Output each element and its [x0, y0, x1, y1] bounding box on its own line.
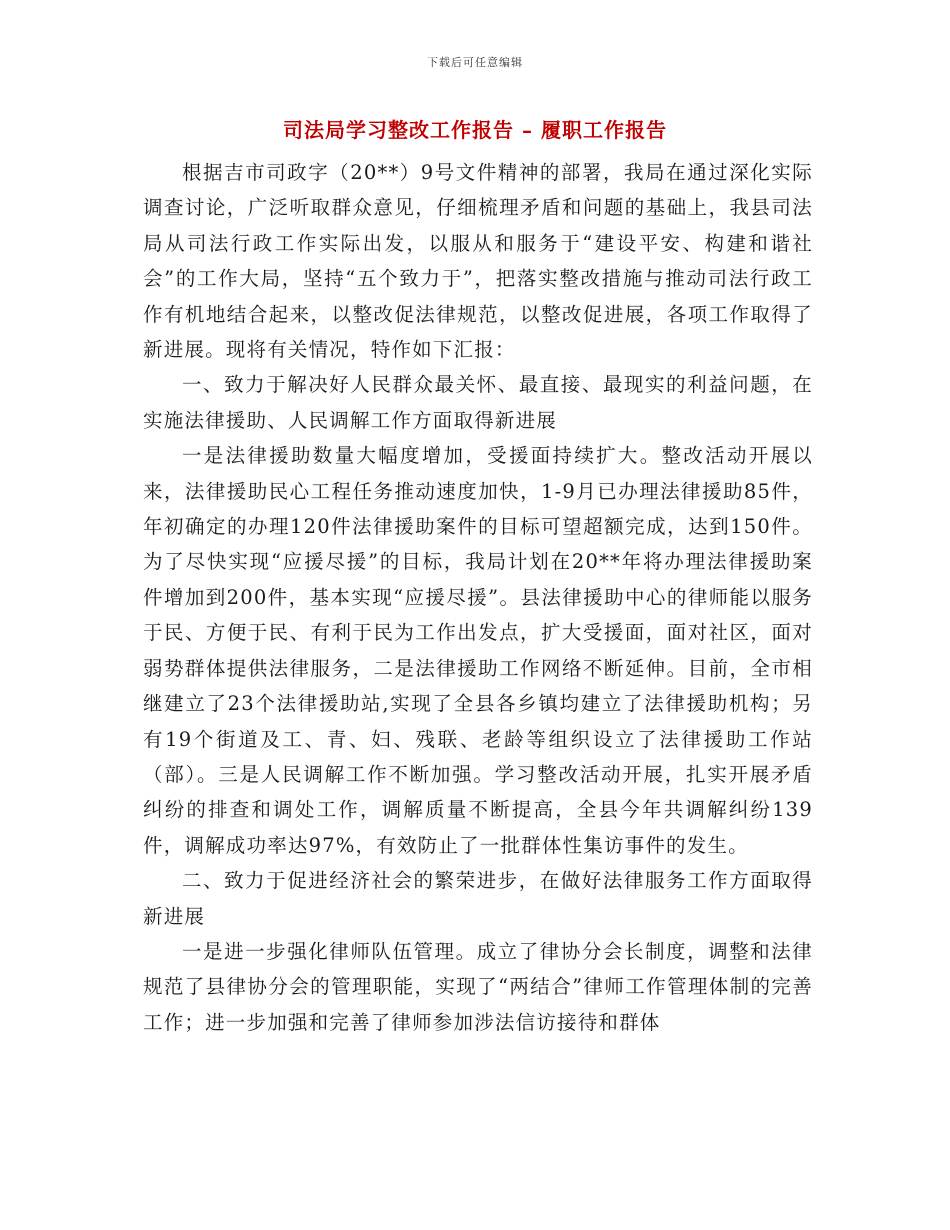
- header-note: 下载后可任意编辑: [427, 56, 523, 69]
- section-heading-2: 二、致力于促进经济社会的繁荣进步，在做好法律服务工作方面取得新进展: [143, 869, 813, 928]
- paragraph-intro: 根据吉市司政字（20**）9号文件精神的部署，我局在通过深化实际调查讨论，广泛听取群众意见，仔细梳理矛盾和问题的基础上，我县司法局从司法行政工作实际出发，以服从和服务于“建设平安、构建和谐社会”的工作大局，坚持“五个致力于”，把落实整改措施与推动司法行政工作有机地结合起来，以整改促法律规范，以整改促进展，各项工作取得了新进展。现将有关情况，特作如下汇报：: [143, 161, 813, 362]
- section-heading-1: 一、致力于解决好人民群众最关怀、最直接、最现实的利益问题，在实施法律援助、人民调解工作方面取得新进展: [143, 373, 813, 432]
- paragraph-legal-aid: 一是法律援助数量大幅度增加，受援面持续扩大。整改活动开展以来，法律援助民心工程任务推动速度加快，1-9月已办理法律援助85件，年初确定的办理120件法律援助案件的目标可望超额完成，达到150件。为了尽快实现“应援尽援”的目标，我局计划在20**年将办理法律援助案件增加到200件，基本实现“应援尽援”。县法律援助中心的律师能以服务于民、方便于民、有利于民为工作出发点，扩大受援面，面对社区，面对弱势群体提供法律服务，二是法律援助工作网络不断延伸。目前，全市相继建立了23个法律援助站,实现了全县各乡镇均建立了法律援助机构；另有19个街道及工、青、妇、残联、老龄等组织设立了法律援助工作站（部）。三是人民调解工作不断加强。学习整改活动开展，扎实开展矛盾纠纷的排查和调处工作，调解质量不断提高，全县今年共调解纠纷139件，调解成功率达97%，有效防止了一批群体性集访事件的发生。: [143, 444, 813, 857]
- paragraph-lawyer-management: 一是进一步强化律师队伍管理。成立了律协分会长制度，调整和法律规范了县律协分会的管理职能，实现了“两结合”律师工作管理体制的完善工作；进一步加强和完善了律师参加涉法信访接待和群体: [143, 939, 813, 1034]
- document-body: [143, 155, 813, 1040]
- document-title: 司法局学习整改工作报告 – 履职工作报告: [283, 118, 667, 142]
